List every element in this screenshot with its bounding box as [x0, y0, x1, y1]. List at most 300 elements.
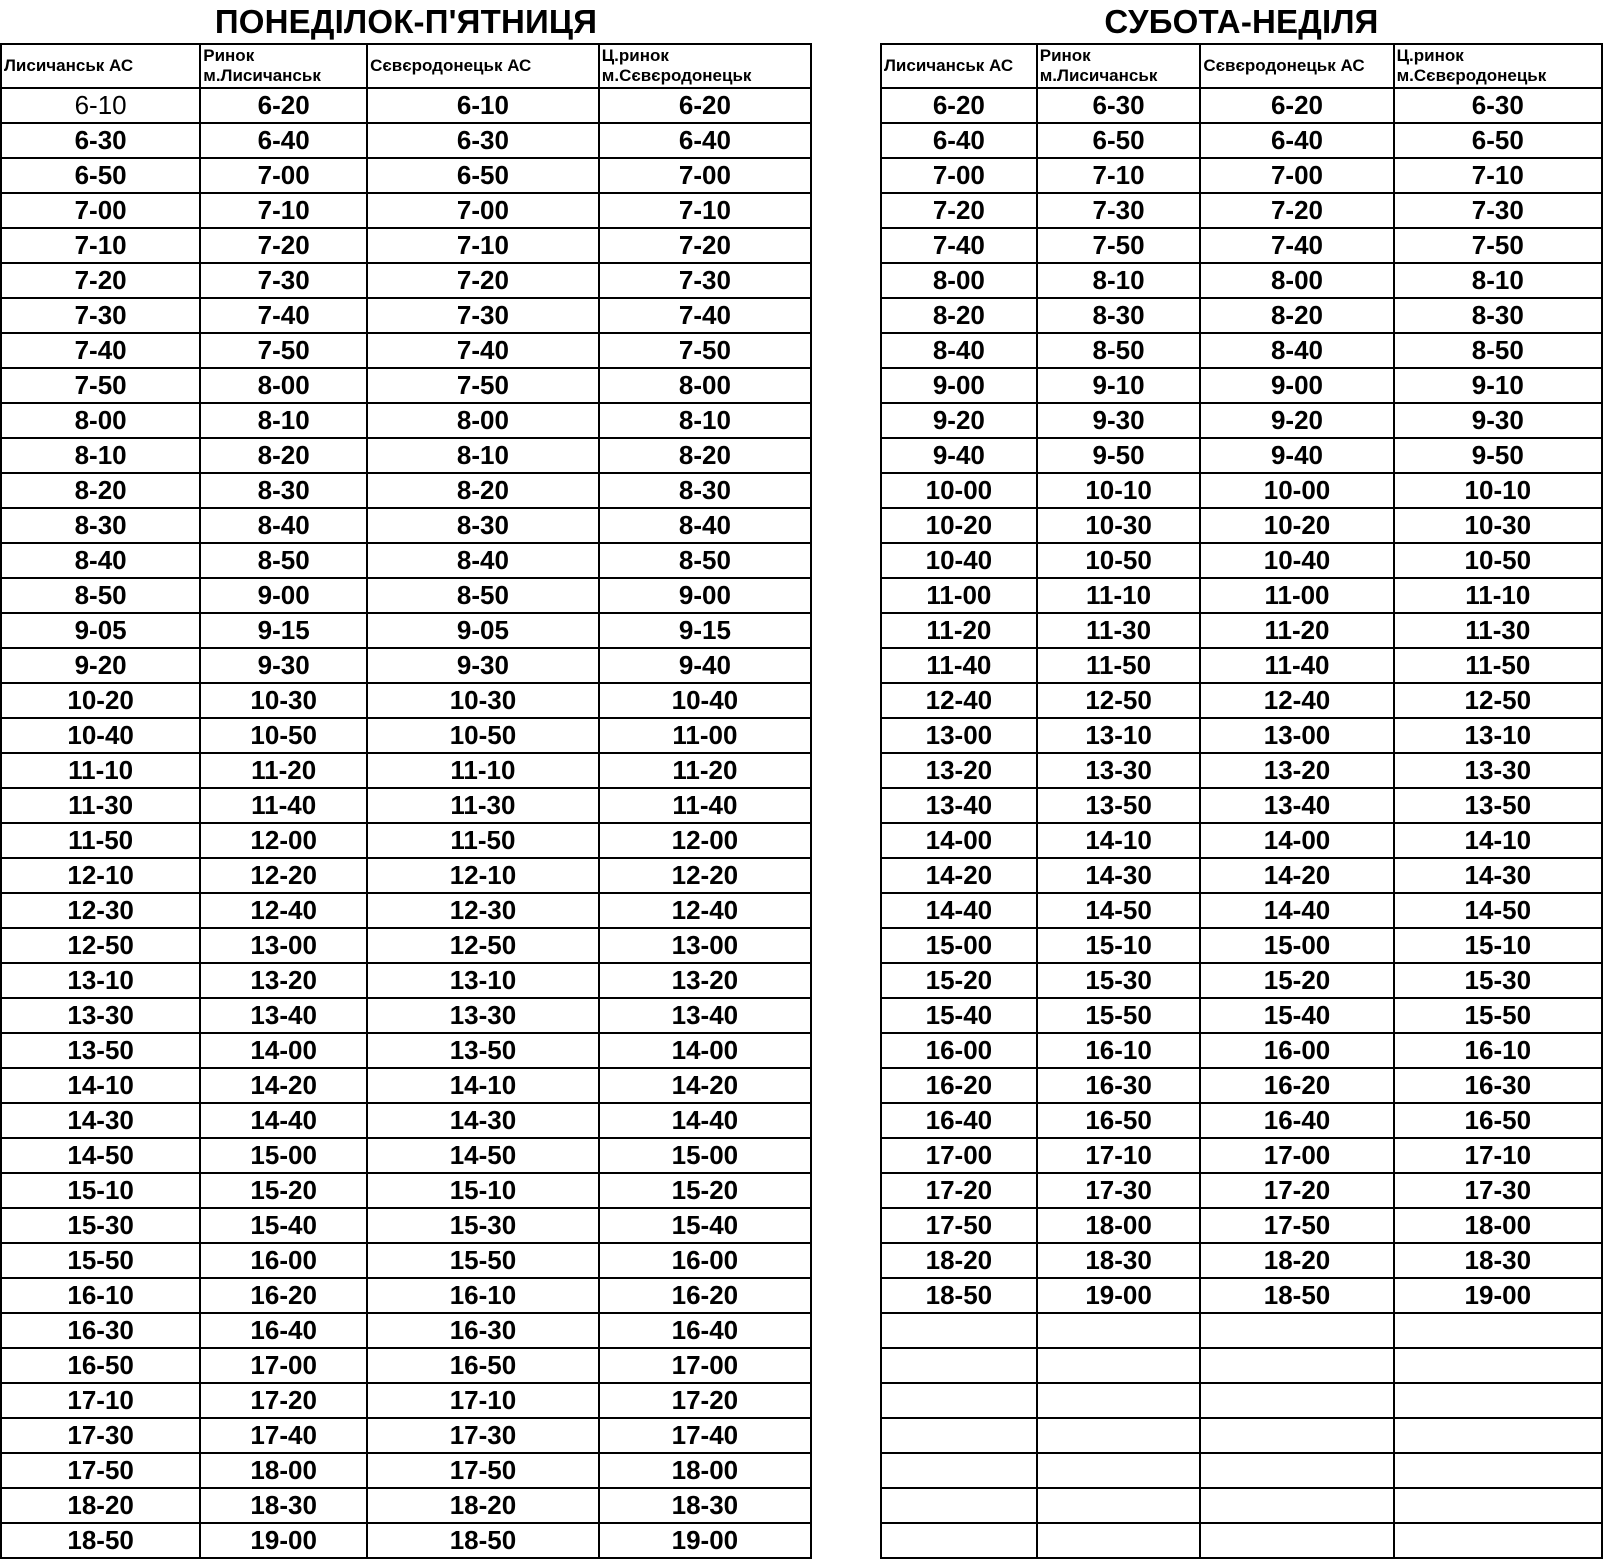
time-cell: 8-20 [200, 438, 367, 473]
time-cell: 11-30 [1037, 613, 1201, 648]
time-cell: 18-50 [1200, 1278, 1393, 1313]
column-header [367, 44, 599, 88]
time-cell: 11-30 [1394, 613, 1602, 648]
time-cell: 17-50 [1200, 1208, 1393, 1243]
table-body [1, 88, 811, 1558]
table-row [881, 333, 1602, 368]
time-cell: 18-30 [1394, 1243, 1602, 1278]
time-cell: 16-20 [881, 1068, 1037, 1103]
time-cell: 17-10 [367, 1383, 599, 1418]
time-cell: 7-00 [1200, 158, 1393, 193]
table-row [881, 648, 1602, 683]
time-cell [1200, 1523, 1393, 1558]
time-cell [1037, 1488, 1201, 1523]
table-row [881, 1173, 1602, 1208]
time-cell: 9-15 [599, 613, 811, 648]
table-row [1, 1313, 811, 1348]
time-cell: 16-40 [1200, 1103, 1393, 1138]
time-cell: 13-10 [1, 963, 200, 998]
time-cell: 11-50 [367, 823, 599, 858]
time-cell: 18-20 [1, 1488, 200, 1523]
time-cell: 6-20 [881, 88, 1037, 123]
time-cell: 6-20 [200, 88, 367, 123]
time-cell: 17-50 [367, 1453, 599, 1488]
table-row [881, 228, 1602, 263]
time-cell: 7-40 [367, 333, 599, 368]
time-cell: 8-00 [1, 403, 200, 438]
time-cell: 15-50 [1, 1243, 200, 1278]
time-cell: 15-30 [1, 1208, 200, 1243]
time-cell: 18-00 [1394, 1208, 1602, 1243]
time-cell: 12-40 [881, 683, 1037, 718]
time-cell: 17-50 [1, 1453, 200, 1488]
time-cell: 13-00 [881, 718, 1037, 753]
table-row [1, 578, 811, 613]
time-cell: 8-30 [1394, 298, 1602, 333]
time-cell: 8-50 [1394, 333, 1602, 368]
table-row [1, 788, 811, 823]
time-cell: 8-10 [1394, 263, 1602, 298]
time-cell: 15-10 [1037, 928, 1201, 963]
time-cell: 9-40 [881, 438, 1037, 473]
time-cell: 9-20 [881, 403, 1037, 438]
time-cell: 11-10 [367, 753, 599, 788]
time-cell: 12-20 [200, 858, 367, 893]
time-cell: 17-10 [1394, 1138, 1602, 1173]
time-cell: 15-50 [1037, 998, 1201, 1033]
time-cell: 8-30 [599, 473, 811, 508]
time-cell: 13-50 [1394, 788, 1602, 823]
time-cell: 12-10 [367, 858, 599, 893]
column-header [1200, 44, 1393, 88]
time-cell: 14-50 [1, 1138, 200, 1173]
time-cell: 15-40 [599, 1208, 811, 1243]
time-cell: 10-30 [367, 683, 599, 718]
time-cell: 17-30 [1, 1418, 200, 1453]
time-cell: 16-00 [599, 1243, 811, 1278]
time-cell: 9-05 [367, 613, 599, 648]
table-row [1, 298, 811, 333]
column-header-line1: Ц.ринок [1396, 46, 1464, 65]
table-row [1, 1453, 811, 1488]
time-cell: 13-20 [200, 963, 367, 998]
table-row [881, 718, 1602, 753]
time-cell: 8-50 [599, 543, 811, 578]
time-cell [1394, 1523, 1602, 1558]
time-cell [1394, 1453, 1602, 1488]
time-cell: 9-00 [200, 578, 367, 613]
time-cell: 7-10 [599, 193, 811, 228]
time-cell: 18-50 [881, 1278, 1037, 1313]
time-cell [1394, 1488, 1602, 1523]
time-cell [1037, 1348, 1201, 1383]
time-cell: 8-10 [1037, 263, 1201, 298]
time-cell: 7-50 [200, 333, 367, 368]
time-cell: 8-20 [881, 298, 1037, 333]
time-cell: 11-30 [367, 788, 599, 823]
time-cell: 10-50 [1037, 543, 1201, 578]
time-cell: 9-05 [1, 613, 200, 648]
time-cell: 18-20 [367, 1488, 599, 1523]
time-cell: 8-20 [1200, 298, 1393, 333]
time-cell [1200, 1418, 1393, 1453]
time-cell: 16-20 [200, 1278, 367, 1313]
table-row [881, 928, 1602, 963]
time-cell: 7-50 [1, 368, 200, 403]
time-cell: 15-00 [1200, 928, 1393, 963]
time-cell: 8-50 [367, 578, 599, 613]
table-row [881, 438, 1602, 473]
schedule-table [880, 43, 1603, 1559]
time-cell [1037, 1418, 1201, 1453]
time-cell: 17-20 [1200, 1173, 1393, 1208]
table-row [1, 543, 811, 578]
time-cell: 8-10 [200, 403, 367, 438]
table-row [881, 1208, 1602, 1243]
time-cell [881, 1453, 1037, 1488]
time-cell: 9-30 [1037, 403, 1201, 438]
time-cell: 14-20 [200, 1068, 367, 1103]
time-cell: 18-30 [1037, 1243, 1201, 1278]
time-cell: 17-00 [881, 1138, 1037, 1173]
time-cell: 6-10 [367, 88, 599, 123]
time-cell: 7-30 [367, 298, 599, 333]
time-cell: 16-40 [599, 1313, 811, 1348]
time-cell: 11-10 [1037, 578, 1201, 613]
time-cell: 10-00 [1200, 473, 1393, 508]
weekend-schedule [880, 0, 1603, 1559]
column-header-line2: м.Лисичанськ [1039, 66, 1158, 85]
time-cell: 11-40 [1200, 648, 1393, 683]
time-cell: 18-00 [599, 1453, 811, 1488]
time-cell: 14-30 [367, 1103, 599, 1138]
time-cell: 17-00 [200, 1348, 367, 1383]
time-cell: 18-50 [1, 1523, 200, 1558]
time-cell: 8-50 [1, 578, 200, 613]
column-header [200, 44, 367, 88]
table-row [881, 1243, 1602, 1278]
time-cell: 8-40 [200, 508, 367, 543]
time-cell [1200, 1383, 1393, 1418]
time-cell: 17-30 [1037, 1173, 1201, 1208]
table-row [881, 1453, 1602, 1488]
time-cell: 16-20 [599, 1278, 811, 1313]
time-cell: 15-30 [367, 1208, 599, 1243]
time-cell: 6-30 [1394, 88, 1602, 123]
time-cell: 15-40 [881, 998, 1037, 1033]
column-header-line2: м.Сєвєродонецьк [601, 66, 752, 85]
time-cell: 7-10 [1, 228, 200, 263]
schedule-table [0, 43, 812, 1559]
time-cell [1037, 1523, 1201, 1558]
time-cell: 13-00 [1200, 718, 1393, 753]
table-row [881, 998, 1602, 1033]
table-row [1, 613, 811, 648]
time-cell: 10-20 [1200, 508, 1393, 543]
time-cell: 7-50 [367, 368, 599, 403]
time-cell: 13-30 [1037, 753, 1201, 788]
table-row [881, 543, 1602, 578]
column-header-line1: Ц.ринок [601, 46, 669, 65]
time-cell: 8-00 [881, 263, 1037, 298]
time-cell: 11-10 [1, 753, 200, 788]
time-cell: 13-40 [1200, 788, 1393, 823]
time-cell [1037, 1383, 1201, 1418]
time-cell: 12-50 [367, 928, 599, 963]
time-cell: 15-30 [1037, 963, 1201, 998]
time-cell: 14-50 [1394, 893, 1602, 928]
time-cell: 8-40 [881, 333, 1037, 368]
time-cell: 7-30 [599, 263, 811, 298]
time-cell: 8-40 [367, 543, 599, 578]
table-row [1, 1418, 811, 1453]
time-cell: 15-50 [367, 1243, 599, 1278]
time-cell: 12-30 [367, 893, 599, 928]
table-header [881, 44, 1602, 88]
table-row [881, 1313, 1602, 1348]
table-row [881, 1348, 1602, 1383]
table-row [1, 263, 811, 298]
time-cell [1200, 1453, 1393, 1488]
time-cell [1394, 1313, 1602, 1348]
time-cell: 16-30 [1394, 1068, 1602, 1103]
column-header [1394, 44, 1602, 88]
time-cell: 19-00 [1394, 1278, 1602, 1313]
time-cell: 9-40 [599, 648, 811, 683]
time-cell: 14-40 [200, 1103, 367, 1138]
time-cell [881, 1523, 1037, 1558]
time-cell: 7-50 [1394, 228, 1602, 263]
table-row [1, 858, 811, 893]
table-row [881, 1488, 1602, 1523]
time-cell: 11-30 [1, 788, 200, 823]
time-cell: 9-20 [1, 648, 200, 683]
time-cell: 7-30 [1037, 193, 1201, 228]
column-header [599, 44, 811, 88]
time-cell: 8-30 [200, 473, 367, 508]
time-cell: 16-40 [200, 1313, 367, 1348]
time-cell: 18-20 [881, 1243, 1037, 1278]
table-row [881, 1278, 1602, 1313]
table-row [881, 1523, 1602, 1558]
time-cell: 12-40 [599, 893, 811, 928]
time-cell: 15-50 [1394, 998, 1602, 1033]
time-cell: 9-30 [200, 648, 367, 683]
time-cell [1200, 1348, 1393, 1383]
time-cell [1200, 1488, 1393, 1523]
time-cell: 8-20 [599, 438, 811, 473]
table-row [881, 753, 1602, 788]
table-row [1, 963, 811, 998]
time-cell: 10-30 [200, 683, 367, 718]
time-cell: 18-00 [200, 1453, 367, 1488]
time-cell: 7-50 [599, 333, 811, 368]
table-row [1, 1278, 811, 1313]
time-cell: 15-20 [1200, 963, 1393, 998]
column-header-line1: Ринок [203, 46, 255, 65]
time-cell: 10-40 [881, 543, 1037, 578]
table-row [881, 158, 1602, 193]
table-row [881, 1033, 1602, 1068]
time-cell: 17-40 [200, 1418, 367, 1453]
time-cell: 7-40 [1200, 228, 1393, 263]
table-row [881, 578, 1602, 613]
time-cell: 14-50 [367, 1138, 599, 1173]
time-cell: 8-10 [599, 403, 811, 438]
time-cell: 17-10 [1037, 1138, 1201, 1173]
table-row [1, 1138, 811, 1173]
time-cell: 8-30 [1037, 298, 1201, 333]
time-cell: 7-20 [367, 263, 599, 298]
time-cell: 16-30 [1, 1313, 200, 1348]
column-header-line2: м.Лисичанськ [203, 66, 321, 85]
time-cell: 11-40 [881, 648, 1037, 683]
time-cell [1394, 1348, 1602, 1383]
time-cell: 17-20 [881, 1173, 1037, 1208]
table-row [881, 473, 1602, 508]
time-cell [1200, 1313, 1393, 1348]
time-cell: 16-00 [200, 1243, 367, 1278]
time-cell: 7-10 [367, 228, 599, 263]
column-header-line2: м.Сєвєродонецьк [1396, 66, 1547, 85]
time-cell: 14-10 [1037, 823, 1201, 858]
time-cell: 7-20 [1, 263, 200, 298]
time-cell: 16-10 [1394, 1033, 1602, 1068]
time-cell: 12-30 [1, 893, 200, 928]
section-title: СУБОТА-НЕДІЛЯ [1104, 3, 1379, 40]
time-cell: 7-40 [881, 228, 1037, 263]
time-cell: 17-30 [1394, 1173, 1602, 1208]
time-cell: 14-20 [1200, 858, 1393, 893]
time-cell: 7-50 [1037, 228, 1201, 263]
time-cell: 15-10 [1394, 928, 1602, 963]
time-cell: 6-30 [367, 123, 599, 158]
time-cell: 10-10 [1394, 473, 1602, 508]
time-cell: 9-50 [1037, 438, 1201, 473]
time-cell: 14-10 [1394, 823, 1602, 858]
time-cell [881, 1348, 1037, 1383]
time-cell: 13-50 [1, 1033, 200, 1068]
time-cell: 15-20 [200, 1173, 367, 1208]
time-cell [881, 1488, 1037, 1523]
time-cell: 14-30 [1037, 858, 1201, 893]
table-row [1, 823, 811, 858]
time-cell: 14-20 [599, 1068, 811, 1103]
time-cell [881, 1313, 1037, 1348]
time-cell: 7-10 [1394, 158, 1602, 193]
table-row [1, 333, 811, 368]
time-cell: 13-00 [599, 928, 811, 963]
column-header-line1: Сєвєродонецьк АС [370, 56, 532, 75]
time-cell: 11-10 [1394, 578, 1602, 613]
time-cell: 15-10 [1, 1173, 200, 1208]
table-row [1, 1523, 811, 1558]
time-cell: 7-00 [200, 158, 367, 193]
time-cell: 12-10 [1, 858, 200, 893]
time-cell: 16-10 [1037, 1033, 1201, 1068]
table-row [1, 228, 811, 263]
time-cell: 10-40 [1, 718, 200, 753]
time-cell: 6-50 [1, 158, 200, 193]
time-cell: 14-00 [200, 1033, 367, 1068]
time-cell: 6-30 [1, 123, 200, 158]
time-cell: 7-00 [599, 158, 811, 193]
time-cell: 8-00 [200, 368, 367, 403]
time-cell: 13-50 [367, 1033, 599, 1068]
time-cell: 12-50 [1394, 683, 1602, 718]
column-header-line1: Ринок [1039, 46, 1091, 65]
table-row [1, 1348, 811, 1383]
time-cell: 9-30 [1394, 403, 1602, 438]
table-row [881, 263, 1602, 298]
table-row [1, 893, 811, 928]
table-row [1, 1208, 811, 1243]
table-row [881, 298, 1602, 333]
time-cell: 16-30 [1037, 1068, 1201, 1103]
time-cell: 8-50 [1037, 333, 1201, 368]
time-cell: 13-40 [881, 788, 1037, 823]
time-cell: 11-50 [1394, 648, 1602, 683]
time-cell: 18-30 [599, 1488, 811, 1523]
time-cell: 14-10 [367, 1068, 599, 1103]
time-cell: 14-30 [1394, 858, 1602, 893]
time-cell [881, 1383, 1037, 1418]
time-cell: 9-20 [1200, 403, 1393, 438]
time-cell: 7-00 [881, 158, 1037, 193]
time-cell: 11-50 [1, 823, 200, 858]
time-cell: 10-50 [367, 718, 599, 753]
time-cell: 11-20 [1200, 613, 1393, 648]
time-cell: 10-40 [1200, 543, 1393, 578]
time-cell: 6-20 [1200, 88, 1393, 123]
column-header [1037, 44, 1201, 88]
time-cell: 10-10 [1037, 473, 1201, 508]
time-cell: 6-40 [599, 123, 811, 158]
time-cell: 16-50 [367, 1348, 599, 1383]
time-cell: 13-10 [1394, 718, 1602, 753]
time-cell: 18-50 [367, 1523, 599, 1558]
table-row [881, 88, 1602, 123]
time-cell: 15-20 [881, 963, 1037, 998]
time-cell: 13-40 [599, 998, 811, 1033]
time-cell: 13-40 [200, 998, 367, 1033]
time-cell: 6-20 [599, 88, 811, 123]
time-cell: 6-40 [881, 123, 1037, 158]
time-cell: 18-00 [1037, 1208, 1201, 1243]
column-header-line1: Лисичанськ АС [4, 56, 134, 75]
table-row [1, 753, 811, 788]
time-cell: 12-50 [1037, 683, 1201, 718]
time-cell: 13-10 [1037, 718, 1201, 753]
time-cell: 18-30 [200, 1488, 367, 1523]
table-row [1, 1103, 811, 1138]
table-row [1, 718, 811, 753]
time-cell [1394, 1418, 1602, 1453]
time-cell: 16-30 [367, 1313, 599, 1348]
time-cell: 16-00 [1200, 1033, 1393, 1068]
time-cell: 10-30 [1394, 508, 1602, 543]
time-cell: 14-40 [599, 1103, 811, 1138]
table-row [1, 88, 811, 123]
time-cell: 8-30 [367, 508, 599, 543]
time-cell: 11-20 [200, 753, 367, 788]
time-cell: 9-50 [1394, 438, 1602, 473]
table-row [881, 403, 1602, 438]
time-cell: 17-00 [1200, 1138, 1393, 1173]
time-cell: 17-40 [599, 1418, 811, 1453]
time-cell: 7-20 [881, 193, 1037, 228]
time-cell: 11-20 [881, 613, 1037, 648]
